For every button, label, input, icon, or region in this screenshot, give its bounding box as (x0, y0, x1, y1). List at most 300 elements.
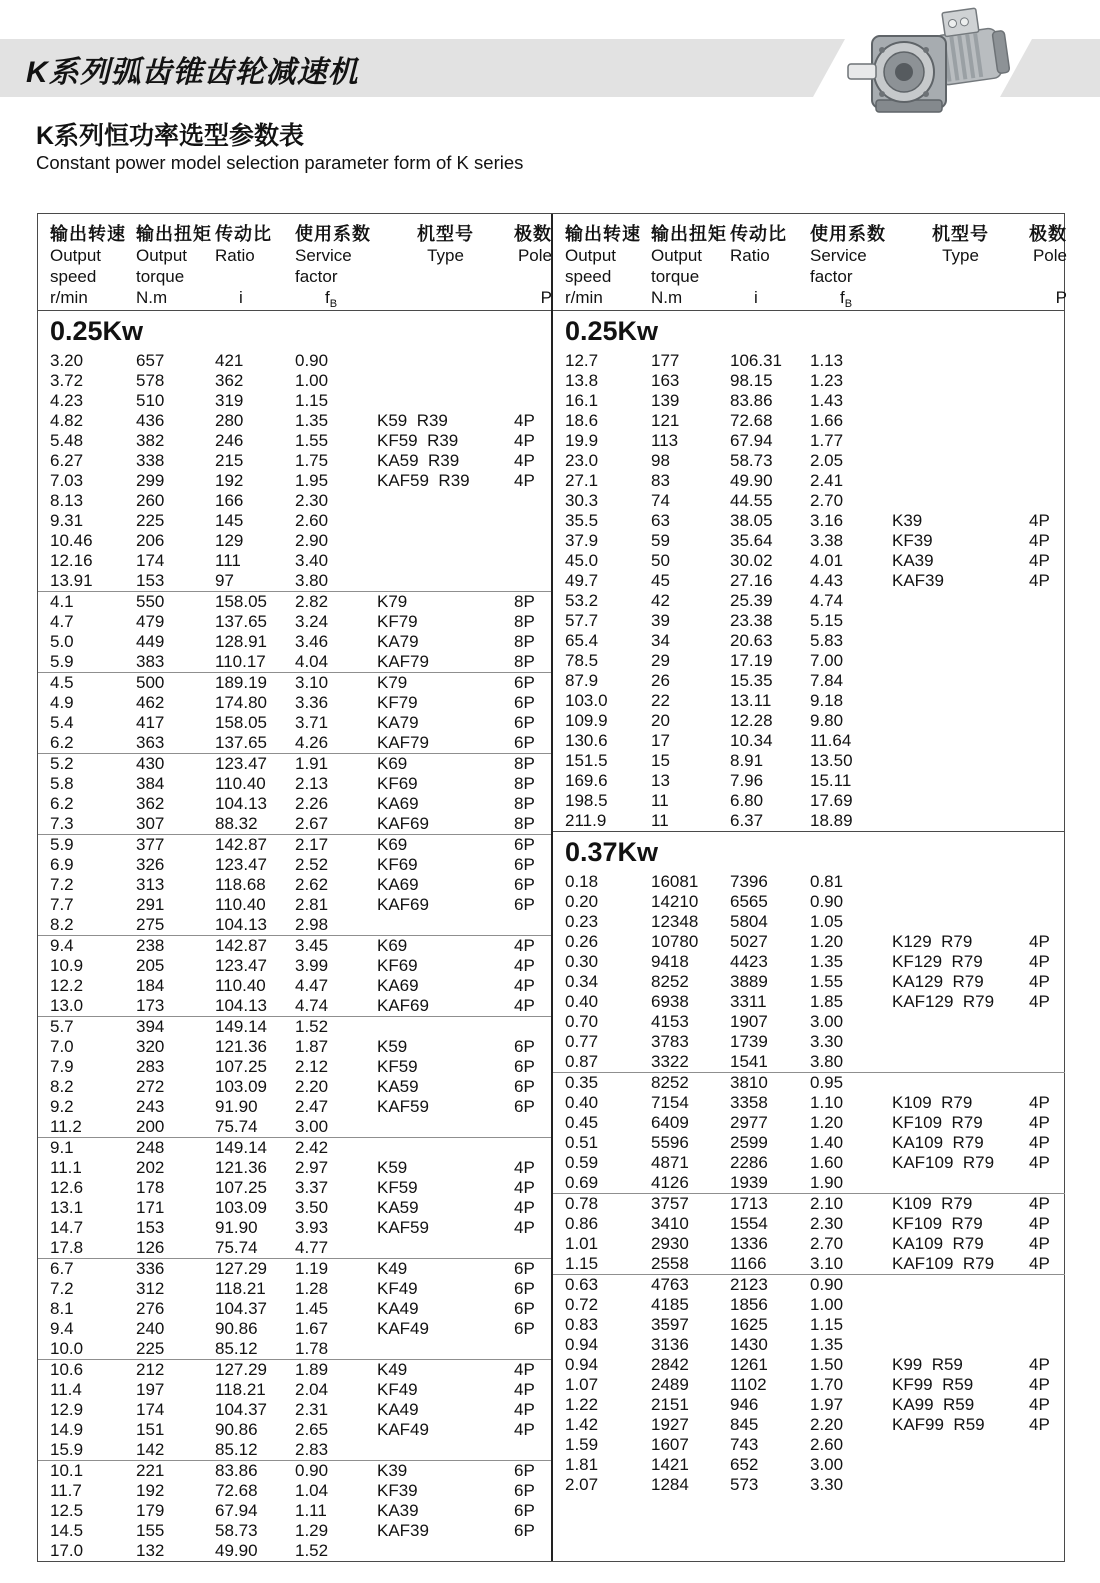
column-header-speed (565, 223, 651, 310)
cell-factor: 3.80 (810, 1052, 844, 1071)
cell-type: K99 R59 (892, 1355, 963, 1374)
cell-speed: 18.6 (565, 411, 599, 430)
table-row (553, 611, 1065, 631)
cell-ratio: 25.39 (730, 591, 773, 610)
table-row (38, 835, 551, 855)
cell-speed: 1.42 (565, 1415, 599, 1434)
cell-ratio: 58.73 (215, 1521, 258, 1540)
cell-ratio: 1713 (730, 1194, 768, 1213)
cell-factor: 4.26 (295, 733, 329, 752)
cell-speed: 0.51 (565, 1133, 599, 1152)
cell-type: K129 R79 (892, 932, 973, 951)
cell-speed: 169.6 (565, 771, 608, 790)
cell-factor: 7.84 (810, 671, 844, 690)
cell-type: K69 (377, 754, 408, 773)
cell-factor: 0.90 (810, 1275, 844, 1294)
cell-ratio: 6.37 (730, 811, 764, 830)
column-header-en: Service (295, 246, 352, 265)
table-row (553, 1234, 1065, 1254)
cell-speed: 0.40 (565, 992, 599, 1011)
cell-speed: 3.20 (50, 351, 84, 370)
cell-speed: 198.5 (565, 791, 608, 810)
cell-ratio: 15.35 (730, 671, 773, 690)
cell-factor: 2.65 (295, 1420, 329, 1439)
cell-torque: 2930 (651, 1234, 689, 1253)
cell-pole (514, 551, 551, 571)
cell-ratio: 104.13 (215, 996, 267, 1015)
column-header-unit: N.m (651, 288, 683, 307)
cell-pole: 4P (514, 1380, 535, 1399)
cell-pole (514, 1238, 551, 1258)
cell-pole: 4P (514, 1178, 535, 1197)
cell-type (892, 751, 1029, 771)
cell-type (892, 411, 1029, 431)
cell-torque: 313 (136, 875, 165, 894)
cell-ratio: 2286 (730, 1153, 768, 1172)
cell-type: KAF59 R39 (377, 471, 470, 490)
cell-torque: 174 (136, 551, 165, 570)
cell-ratio: 127.29 (215, 1259, 267, 1278)
cell-ratio: 85.12 (215, 1339, 258, 1358)
cell-pole: 6P (514, 1097, 535, 1116)
cell-torque: 3757 (651, 1194, 689, 1213)
cell-torque: 283 (136, 1057, 165, 1076)
cell-ratio: 23.38 (730, 611, 773, 630)
column-header-en2 (215, 266, 295, 287)
cell-type (892, 731, 1029, 751)
cell-ratio: 7.96 (730, 771, 764, 790)
cell-type: K69 (377, 936, 408, 955)
table-row (38, 431, 551, 451)
cell-torque: 212 (136, 1360, 165, 1379)
cell-type: KF109 R79 (892, 1113, 983, 1132)
cell-factor: 1.95 (295, 471, 329, 490)
gear-reducer-photo (846, 2, 1026, 122)
cell-pole (1029, 711, 1065, 731)
cell-pole (1029, 731, 1065, 751)
cell-ratio: 215 (215, 451, 244, 470)
cell-speed: 4.9 (50, 693, 74, 712)
cell-ratio: 123.47 (215, 956, 267, 975)
power-section (38, 311, 551, 1561)
cell-speed: 23.0 (565, 451, 599, 470)
cell-ratio: 17.19 (730, 651, 773, 670)
cell-pole (1029, 1455, 1065, 1475)
table-row (38, 774, 551, 794)
cell-torque: 29 (651, 651, 670, 670)
cell-torque: 192 (136, 1481, 165, 1500)
cell-pole: 4P (1029, 1375, 1050, 1394)
cell-pole (1029, 1032, 1065, 1052)
cell-type (892, 1032, 1029, 1052)
cell-torque: 550 (136, 592, 165, 611)
cell-torque: 362 (136, 794, 165, 813)
cell-torque: 225 (136, 1339, 165, 1358)
cell-ratio: 49.90 (730, 471, 773, 490)
cell-torque: 83 (651, 471, 670, 490)
table-row (553, 952, 1065, 972)
cell-ratio: 1625 (730, 1315, 768, 1334)
cell-torque: 1284 (651, 1475, 689, 1494)
cell-ratio: 85.12 (215, 1440, 258, 1459)
power-section-label: 0.37Kw (565, 837, 659, 867)
cell-torque: 177 (651, 351, 680, 370)
cell-ratio: 12.28 (730, 711, 773, 730)
cell-pole (1029, 1173, 1065, 1193)
cell-ratio: 58.73 (730, 451, 773, 470)
cell-speed: 0.26 (565, 932, 599, 951)
cell-pole (1029, 892, 1065, 912)
cell-ratio: 13.11 (730, 691, 772, 710)
doc-subtitle-en: Constant power model selection parameter form of K series (36, 152, 524, 173)
cell-torque: 197 (136, 1380, 165, 1399)
cell-ratio: 2977 (730, 1113, 768, 1132)
cell-torque: 243 (136, 1097, 165, 1116)
cell-type (892, 1335, 1029, 1355)
cell-factor: 4.74 (295, 996, 329, 1015)
cell-type: KF49 (377, 1380, 418, 1399)
cell-torque: 17 (651, 731, 670, 750)
cell-speed: 1.07 (565, 1375, 599, 1394)
cell-ratio: 145 (215, 511, 244, 530)
table-row (38, 351, 551, 371)
cell-speed: 1.81 (565, 1455, 599, 1474)
cell-type: KF79 (377, 612, 418, 631)
cell-torque: 500 (136, 673, 165, 692)
cell-type (377, 1238, 514, 1258)
cell-pole (1029, 1295, 1065, 1315)
cell-factor: 9.80 (810, 711, 844, 730)
power-section-label: 0.25Kw (50, 316, 144, 346)
cell-torque: 132 (136, 1541, 165, 1560)
cell-factor: 1.75 (295, 451, 329, 470)
table-row (553, 411, 1065, 431)
cell-ratio: 246 (215, 431, 244, 450)
cell-factor: 7.00 (810, 651, 844, 670)
table-row (553, 992, 1065, 1012)
table-column-headers (553, 214, 1065, 311)
cell-factor: 2.97 (295, 1158, 329, 1177)
cell-ratio: 104.37 (215, 1299, 267, 1318)
cell-speed: 12.2 (50, 976, 84, 995)
cell-ratio: 1166 (730, 1254, 767, 1273)
cell-speed: 11.2 (50, 1117, 82, 1136)
cell-factor: 2.13 (295, 774, 329, 793)
cell-factor: 1.11 (295, 1501, 327, 1520)
cell-pole: 4P (1029, 992, 1050, 1011)
table-row (38, 451, 551, 471)
cell-pole: 6P (514, 1521, 535, 1540)
cell-speed: 49.7 (565, 571, 599, 590)
table-row (553, 531, 1065, 551)
cell-torque: 449 (136, 632, 165, 651)
cell-factor: 3.10 (295, 673, 329, 692)
cell-pole: 4P (514, 451, 535, 470)
table-row (553, 1295, 1065, 1315)
cell-factor: 3.36 (295, 693, 329, 712)
cell-ratio: 72.68 (215, 1481, 258, 1500)
cell-speed: 0.78 (565, 1194, 599, 1213)
cell-type: KAF39 (377, 1521, 429, 1540)
table-row (553, 471, 1065, 491)
column-header-unit: i (754, 288, 758, 307)
cell-type (892, 771, 1029, 791)
cell-pole: 4P (514, 1360, 535, 1379)
cell-pole: 4P (1029, 1234, 1050, 1253)
cell-pole: 4P (1029, 1355, 1050, 1374)
cell-type: KA49 (377, 1299, 419, 1318)
table-row (38, 391, 551, 411)
cell-speed: 57.7 (565, 611, 599, 630)
table-row (553, 451, 1065, 471)
cell-type: K69 (377, 835, 408, 854)
cell-factor: 3.40 (295, 551, 329, 570)
cell-pole (1029, 371, 1065, 391)
cell-factor: 1.15 (295, 391, 329, 410)
cell-pole: 4P (1029, 1214, 1050, 1233)
cell-factor: 3.50 (295, 1198, 329, 1217)
cell-speed: 11.7 (50, 1481, 82, 1500)
cell-type: KF59 R39 (377, 431, 459, 450)
cell-factor: 3.24 (295, 612, 329, 631)
cell-speed: 0.72 (565, 1295, 599, 1314)
cell-factor: 3.71 (295, 713, 329, 732)
cell-factor: 5.15 (810, 611, 844, 630)
cell-torque: 184 (136, 976, 165, 995)
cell-pole: 4P (1029, 1153, 1050, 1172)
cell-pole (1029, 1052, 1065, 1072)
cell-factor: 3.10 (810, 1254, 844, 1273)
cell-torque: 326 (136, 855, 165, 874)
cell-ratio: 1430 (730, 1335, 768, 1354)
cell-speed: 5.7 (50, 1017, 74, 1036)
cell-torque: 10780 (651, 932, 699, 951)
cell-type: KA69 (377, 976, 419, 995)
column-header-en: Output (651, 246, 703, 265)
cell-ratio: 128.91 (215, 632, 267, 651)
cell-factor: 1.35 (295, 411, 329, 430)
cell-pole: 4P (514, 471, 535, 490)
cell-ratio: 6.80 (730, 791, 764, 810)
table-row (553, 1375, 1065, 1395)
cell-pole: 8P (514, 814, 535, 833)
cell-type (892, 912, 1029, 932)
cell-type: KF99 R59 (892, 1375, 974, 1394)
cell-speed: 13.1 (50, 1198, 84, 1217)
cell-type (377, 1138, 514, 1158)
cell-ratio: 110.40 (215, 976, 266, 995)
table-row (553, 1012, 1065, 1032)
column-header-unit: r/min (565, 288, 603, 307)
column-header-en2 (730, 266, 810, 287)
cell-ratio: 137.65 (215, 733, 267, 752)
power-section-label: 0.25Kw (565, 316, 659, 346)
table-row (38, 956, 551, 976)
cell-torque: 299 (136, 471, 165, 490)
cell-factor: 4.01 (810, 551, 844, 570)
cell-ratio: 743 (730, 1435, 759, 1454)
column-header-en: Type (427, 246, 464, 265)
cell-speed: 7.03 (50, 471, 84, 490)
cell-speed: 8.2 (50, 1077, 74, 1096)
cell-speed: 8.13 (50, 491, 84, 510)
cell-speed: 6.9 (50, 855, 74, 874)
cell-type: KA39 (892, 551, 934, 570)
cell-factor: 0.90 (295, 1461, 329, 1480)
cell-speed: 12.7 (565, 351, 599, 370)
cell-torque: 272 (136, 1077, 165, 1096)
cell-type: KAF49 (377, 1319, 429, 1338)
cell-torque: 59 (651, 531, 670, 550)
table-row (38, 875, 551, 895)
cell-type (892, 691, 1029, 711)
cell-torque: 9418 (651, 952, 689, 971)
table-row (38, 996, 551, 1016)
cell-type (377, 391, 514, 411)
cell-type (892, 1295, 1029, 1315)
table-row (553, 1073, 1065, 1093)
table-row (553, 391, 1065, 411)
cell-torque: 4153 (651, 1012, 689, 1031)
cell-factor: 5.83 (810, 631, 844, 650)
cell-type: K59 (377, 1037, 408, 1056)
cell-torque: 155 (136, 1521, 165, 1540)
table-row (38, 895, 551, 915)
table-row (553, 1455, 1065, 1475)
cell-speed: 10.0 (50, 1339, 84, 1358)
cell-torque: 383 (136, 652, 165, 671)
cell-pole: 6P (514, 673, 535, 692)
cell-type: KA69 (377, 794, 419, 813)
cell-type: K79 (377, 592, 408, 611)
cell-ratio: 142.87 (215, 936, 267, 955)
cell-factor: 2.60 (295, 511, 329, 530)
cell-type: K59 R39 (377, 411, 448, 430)
cell-factor: 2.41 (810, 471, 844, 490)
cell-torque: 5596 (651, 1133, 689, 1152)
cell-factor: 2.81 (295, 895, 329, 914)
cell-factor: 3.99 (295, 956, 329, 975)
cell-torque: 320 (136, 1037, 165, 1056)
cell-pole (1029, 1275, 1065, 1295)
cell-type (377, 571, 514, 591)
cell-factor: 4.43 (810, 571, 844, 590)
cell-factor: 1.40 (810, 1133, 844, 1152)
cell-pole: 4P (514, 1158, 535, 1177)
cell-type (892, 491, 1029, 511)
column-header-unit: P (1055, 288, 1067, 307)
cell-type: KA49 (377, 1400, 419, 1419)
cell-speed: 13.0 (50, 996, 84, 1015)
table-row (38, 1037, 551, 1057)
cell-torque: 510 (136, 391, 165, 410)
cell-speed: 15.9 (50, 1440, 84, 1459)
table-row (38, 693, 551, 713)
cell-pole: 6P (514, 713, 535, 732)
table-row (553, 1194, 1065, 1214)
cell-torque: 121 (651, 411, 680, 430)
table-row (38, 1077, 551, 1097)
cell-factor: 3.93 (295, 1218, 329, 1237)
cell-speed: 9.2 (50, 1097, 74, 1116)
cell-factor: 1.78 (295, 1339, 329, 1358)
cell-pole (1029, 631, 1065, 651)
table-row (38, 1017, 551, 1037)
column-header-type (377, 223, 514, 310)
cell-torque: 3136 (651, 1335, 689, 1354)
cell-type: KAF39 (892, 571, 944, 590)
cell-torque: 153 (136, 1218, 165, 1237)
cell-speed: 12.5 (50, 1501, 84, 1520)
cell-speed: 1.15 (565, 1254, 599, 1273)
cell-pole (1029, 1475, 1065, 1495)
cell-speed: 12.9 (50, 1400, 84, 1419)
table-row (553, 791, 1065, 811)
cell-speed: 0.40 (565, 1093, 599, 1112)
cell-speed: 7.0 (50, 1037, 74, 1056)
cell-speed: 0.34 (565, 972, 599, 991)
cell-torque: 479 (136, 612, 165, 631)
cell-speed: 78.5 (565, 651, 599, 670)
cell-pole (1029, 411, 1065, 431)
cell-factor: 1.87 (295, 1037, 329, 1056)
table-row (38, 1319, 551, 1339)
cell-ratio: 129 (215, 531, 244, 550)
column-header-torque (651, 223, 730, 310)
cell-torque: 151 (136, 1420, 165, 1439)
cell-speed: 9.4 (50, 936, 74, 955)
cell-ratio: 5804 (730, 912, 768, 931)
table-row (553, 811, 1065, 831)
column-header-ratio (730, 223, 810, 310)
cell-type: KAF129 R79 (892, 992, 995, 1011)
cell-ratio: 90.86 (215, 1420, 258, 1439)
cell-speed: 1.22 (565, 1395, 599, 1414)
cell-torque: 20 (651, 711, 670, 730)
cell-pole (1029, 872, 1065, 892)
cell-factor: 4.47 (295, 976, 329, 995)
cell-speed: 4.1 (50, 592, 74, 611)
cell-torque: 225 (136, 511, 165, 530)
cell-ratio: 1541 (730, 1052, 768, 1071)
cell-torque: 221 (136, 1461, 165, 1480)
cell-pole (1029, 491, 1065, 511)
cell-pole (514, 391, 551, 411)
cell-factor: 1.85 (810, 992, 844, 1011)
cell-speed: 0.30 (565, 952, 599, 971)
cell-factor: 1.10 (810, 1093, 844, 1112)
cell-torque: 16081 (651, 872, 699, 891)
table-row (38, 976, 551, 996)
cell-ratio: 421 (215, 351, 244, 370)
cell-ratio: 83.86 (730, 391, 773, 410)
column-header-cn: 极数 (1029, 224, 1067, 244)
cell-type: KA79 (377, 713, 419, 732)
cell-type (892, 1073, 1029, 1093)
cell-factor: 2.90 (295, 531, 329, 550)
cell-ratio: 1856 (730, 1295, 768, 1314)
cell-type: KA99 R59 (892, 1395, 975, 1414)
cell-pole: 4P (514, 996, 535, 1015)
column-header-cn: 使用系数 (295, 224, 371, 244)
cell-speed: 30.3 (565, 491, 599, 510)
cell-speed: 0.86 (565, 1214, 599, 1233)
cell-type (892, 391, 1029, 411)
cell-pole: 4P (514, 431, 535, 450)
cell-speed: 0.20 (565, 892, 599, 911)
cell-factor: 3.00 (295, 1117, 329, 1136)
cell-type (892, 1435, 1029, 1455)
